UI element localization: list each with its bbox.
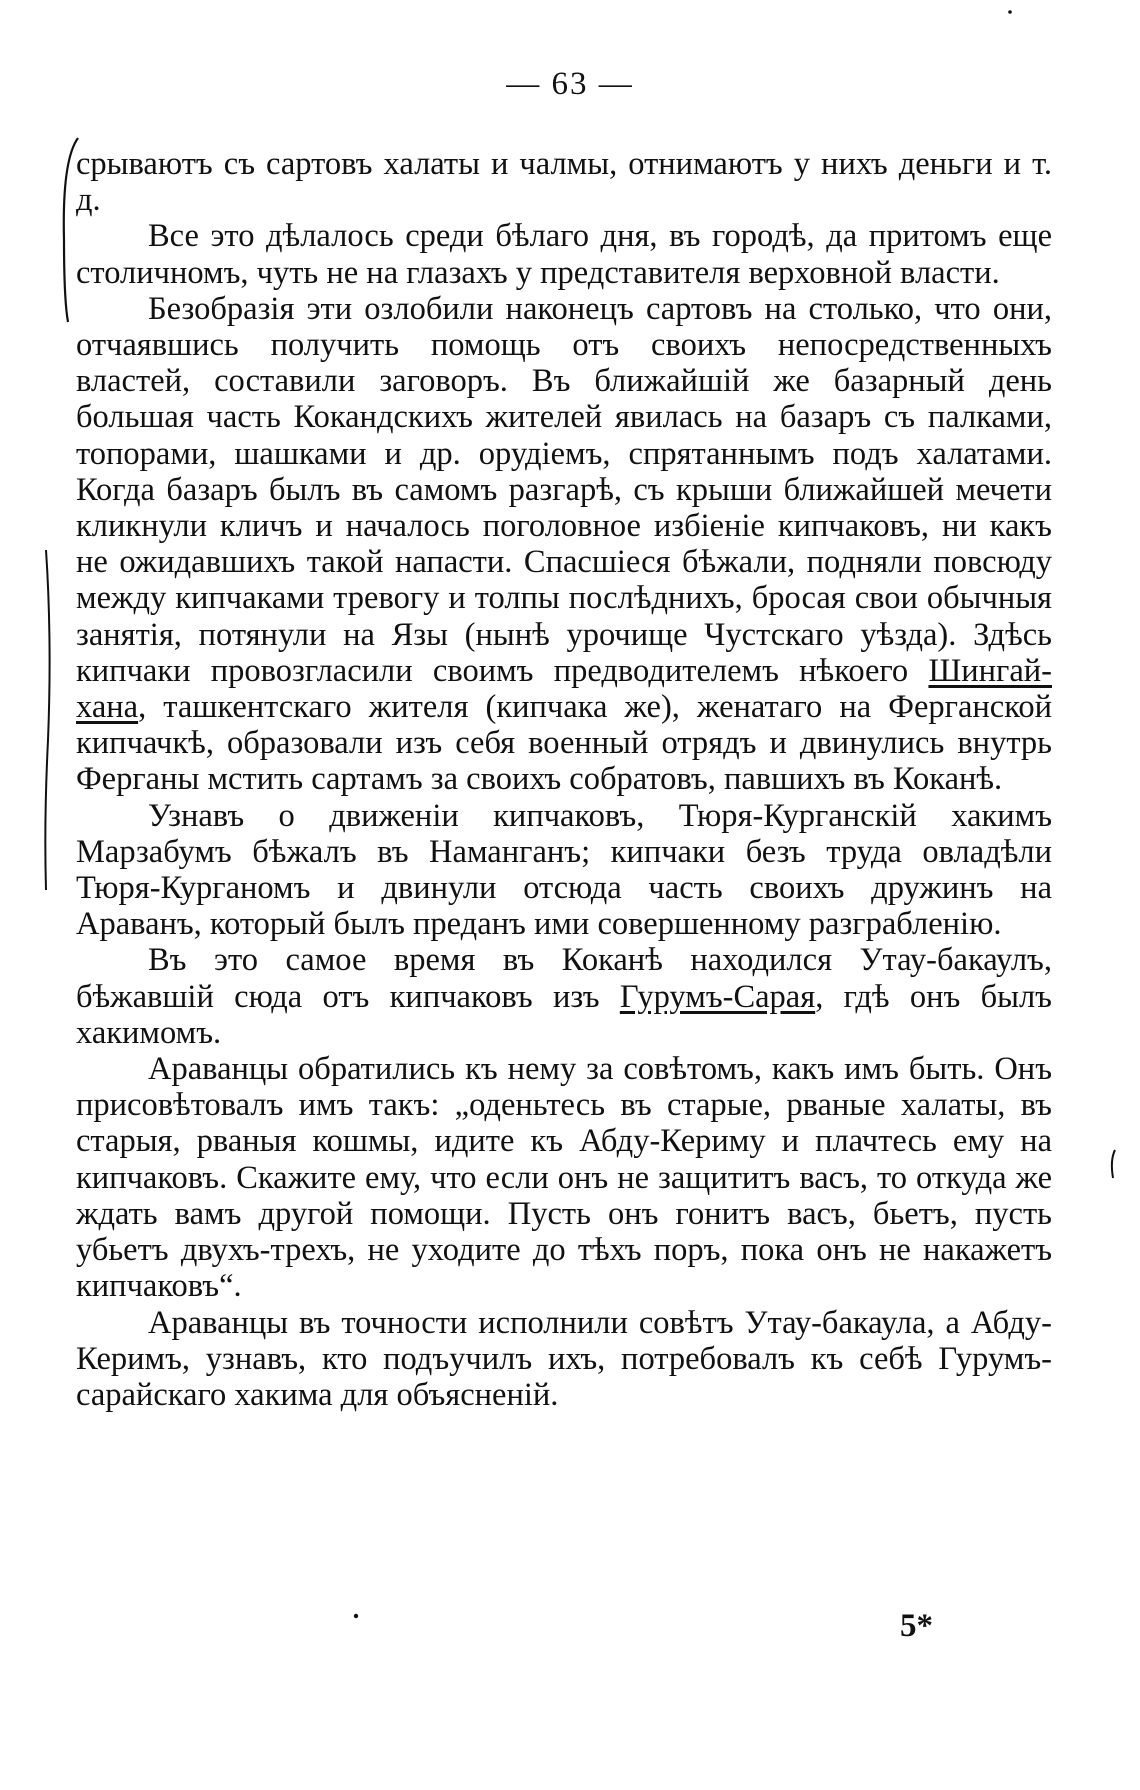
signature-mark: 5*: [900, 1608, 933, 1644]
page-number: — 63 —: [506, 66, 634, 102]
paragraph-2: Все это дѣлалось среди бѣлаго дня, въ городѣ, да притомъ еще столичномъ, чуть не на глазахъ у представителя верховной власти.: [76, 218, 1052, 291]
underlined-name-shingai-khan: Шингай-хана: [76, 652, 1052, 726]
paragraph-6: Араванцы обратились къ нему за совѣтомъ, какъ имъ быть. Онъ присовѣтовалъ имъ такъ: „оденьтесь въ старые, рваные халаты, въ старыя, рваныя кошмы, идите къ Абду-Кериму и плачтесь ему на кипчаковъ. Скажите ему, что если онъ не защититъ васъ, то откуда же ждать вамъ другой помощи. Пусть онъ гонитъ васъ, бьетъ, пусть убьетъ двухъ-трехъ, не уходите до тѣхъ поръ, пока онъ не накажетъ кипчаковъ“.: [76, 1051, 1052, 1305]
paragraph-7: Араванцы въ точности исполнили совѣтъ Утау-бакаула, а Абду-Керимъ, узнавъ, кто подъучилъ ихъ, потребовалъ къ себѣ Гурумъ-сарайскаго хакима для объясненій.: [76, 1304, 1052, 1413]
paragraph-5-text-b: , гдѣ онъ былъ хакимомъ.: [76, 978, 1052, 1051]
margin-bracket-top: [64, 138, 78, 322]
paragraph-continued: срываютъ съ сартовъ халаты и чалмы, отнимаютъ у нихъ деньги и т. д.: [76, 146, 1052, 219]
margin-mark-right: [1112, 1150, 1115, 1178]
stray-dot: [354, 1614, 358, 1618]
paragraph-5-text-a: Въ это самое время въ Коканѣ находился Утау-бакаулъ, бѣжавшій сюда отъ кипчаковъ изъ: [76, 942, 1052, 1015]
paragraph-3-text-b: , ташкентскаго жителя (кипчака же), женатаго на Ферганской кипчачкѣ, образовали изъ себя военный отрядъ и двинулись внутрь Ферганы мстить сартамъ за своихъ собратовъ, павшихъ въ Коканѣ.: [76, 689, 1052, 798]
corner-dot: [1008, 10, 1012, 14]
paragraph-4: Узнавъ о движеніи кипчаковъ, Тюря-Курганскій хакимъ Марзабумъ бѣжалъ въ Наманганъ; кипчаки безъ труда овладѣли Тюря-Курганомъ и двинули отсюда часть своихъ дружинъ на Араванъ, который былъ преданъ ими совершенному разграбленію.: [76, 797, 1052, 943]
underlined-name-gurum-saray: Гурумъ-Сарая: [619, 978, 816, 1015]
paragraph-3-text-a: Безобразія эти озлобили наконецъ сартовъ на столько, что они, отчаявшись получить помощь отъ своихъ непосредственныхъ властей, составили заговоръ. Въ ближайшій же базарный день большая часть Кокандскихъ жителей явилась на базаръ съ палками, топорами, шашками и др. орудіемъ, спрятаннымъ подъ халатами. Когда базаръ былъ въ самомъ разгарѣ, съ крыши ближайшей мечети кликнули кличъ и началось поголовное избіеніе кипчаковъ, ни какъ не ожидавшихъ такой напасти. Спасшіеся бѣжали, подняли повсюду между кипчаками тревогу и толпы послѣднихъ, бросая свои обычныя занятія, потянули на Язы (нынѣ урочище Чустскаго уѣзда). Здѣсь кипчаки провозгласили своимъ предводителемъ нѣкоего: [76, 290, 1052, 689]
margin-line-left: [45, 550, 49, 890]
